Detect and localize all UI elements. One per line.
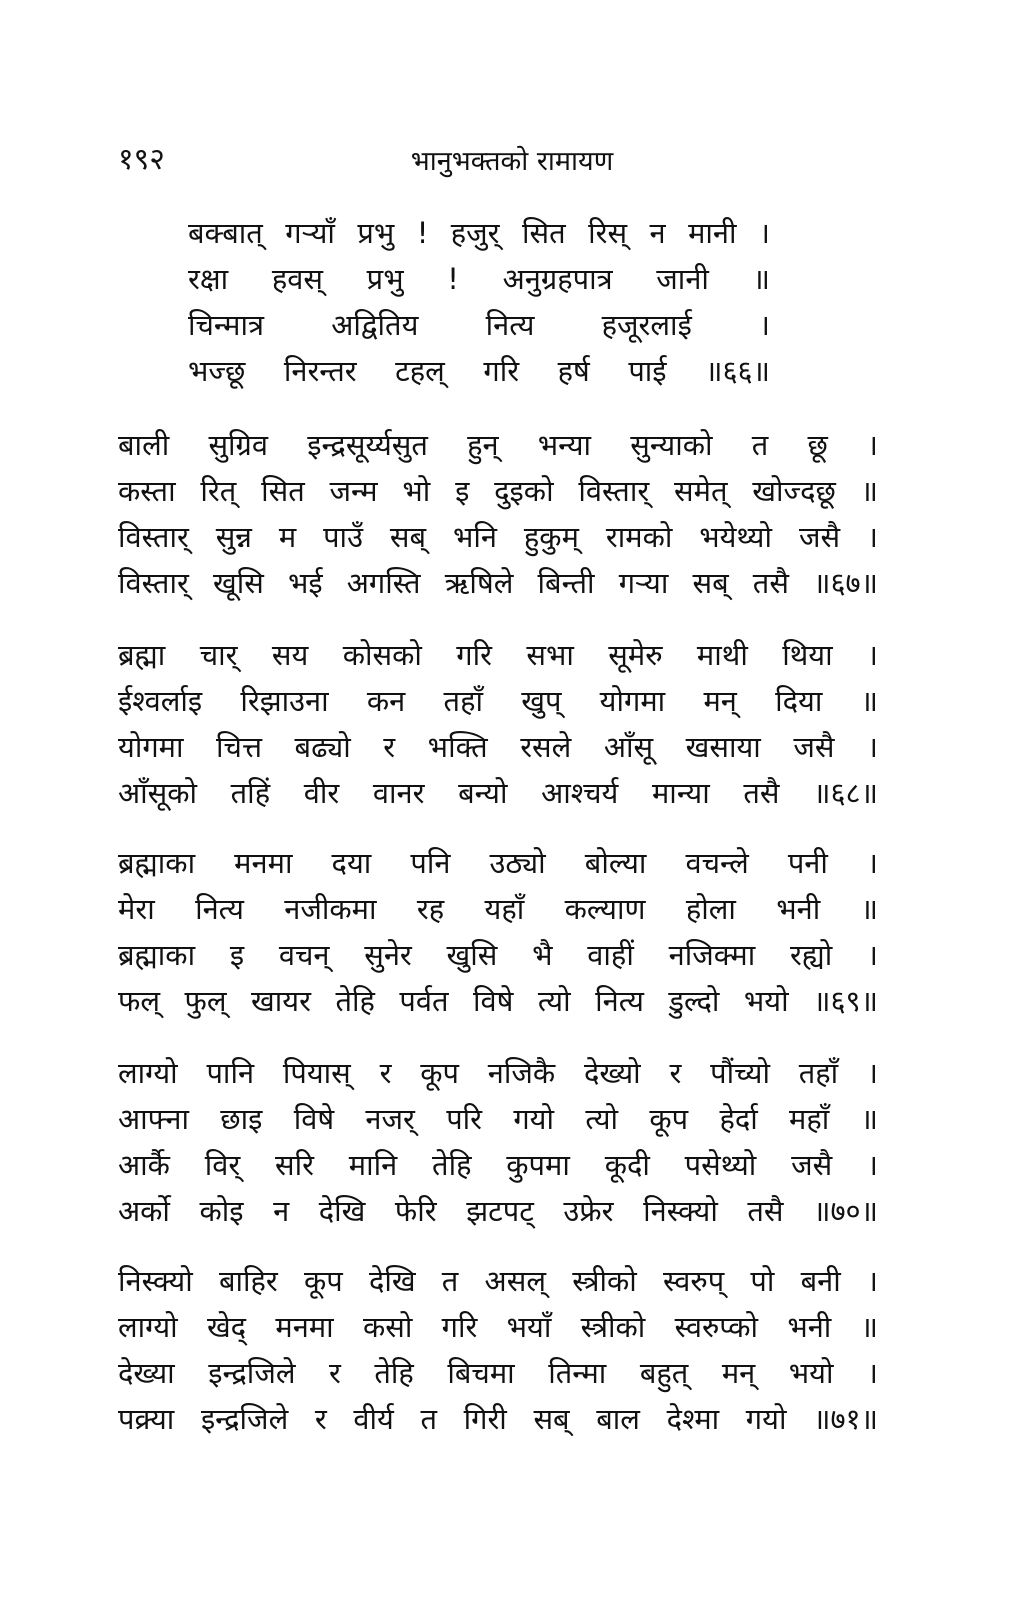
verse-line: मेरा नित्य नजीकमा रह यहाँ कल्याण होला भनी ॥	[118, 892, 878, 926]
stanza-66	[188, 210, 770, 394]
verse-line: विस्तार् सुन्न म पाउँ सब् भनि हुकुम् रामको भयेथ्यो जसै ।	[118, 520, 878, 554]
verse-line: बाली सुग्रिव इन्द्रसूर्य्यसुत हुन् भन्या सुन्याको त छू ।	[118, 428, 878, 462]
stanza-70	[118, 1050, 878, 1234]
verse-line: आर्कै विर् सरि मानि तेहि कुपमा कूदी पसेथ्यो जसै ।	[118, 1148, 878, 1182]
verse-line: अर्को कोइ न देखि फेरि झटपट् उफ्रेर निस्क्यो तसै ॥७०॥	[118, 1194, 878, 1228]
verse-line: ब्रह्माका मनमा दया पनि उठ्यो बोल्या वचन्ले पनी ।	[118, 846, 878, 880]
verse-line: देख्या इन्द्रजिले र तेहि बिचमा तिन्मा बहुत् मन् भयो ।	[118, 1356, 878, 1390]
verse-line: निस्क्यो बाहिर कूप देखि त असल् स्त्रीको स्वरुप् पो बनी ।	[118, 1264, 878, 1298]
stanza-69	[118, 840, 878, 1024]
verse-line: ब्रह्मा चार् सय कोसको गरि सभा सूमेरु माथी थिया ।	[118, 638, 878, 672]
verse-line: ब्रह्माका इ वचन् सुनेर खुसि भै वाहीं नजिक्मा रह्यो ।	[118, 938, 878, 972]
verse-line: चिन्मात्र अद्वितिय नित्य हजूरलाई ।	[188, 308, 770, 342]
verse-line: लाग्यो पानि पियास् र कूप नजिकै देख्यो र पौंच्यो तहाँ ।	[118, 1056, 878, 1090]
verse-line: कस्ता रित् सित जन्म भो इ दुइको विस्तार् समेत् खोज्दछू ॥	[118, 474, 878, 508]
verse-line: भज्छू निरन्तर टहल् गरि हर्ष पाई ॥६६॥	[188, 354, 770, 388]
verse-line: फल् फुल् खायर तेहि पर्वत विषे त्यो नित्य डुल्दो भयो ॥६९॥	[118, 984, 878, 1018]
page-number: १९२	[118, 142, 165, 177]
stanza-71	[118, 1258, 878, 1442]
verse-line: ईश्वर्लाइ रिझाउना कन तहाँ खुप् योगमा मन् दिया ॥	[118, 684, 878, 718]
stanza-68	[118, 632, 878, 816]
verse-line: आफ्ना छाइ विषे नजर् परि गयो त्यो कूप हेर्दा महाँ ॥	[118, 1102, 878, 1136]
verse-line: योगमा चित्त बढ्यो र भक्ति रसले आँसू खसाया जसै ।	[118, 730, 878, 764]
verse-line: रक्षा हवस् प्रभु ! अनुग्रहपात्र जानी ॥	[188, 262, 770, 296]
running-title: भानुभक्तको रामायण	[410, 146, 614, 177]
verse-line: पक्र्‍या इन्द्रजिले र वीर्य त गिरी सब् बाल देश्मा गयो ॥७१॥	[118, 1402, 878, 1436]
verse-line: विस्तार् खूसि भई अगस्ति ऋषिले बिन्ती गर्‍या सब् तसै ॥६७॥	[118, 566, 878, 600]
stanza-67	[118, 422, 878, 606]
verse-line: बक्बात् गर्‍याँ प्रभु ! हजुर् सित रिस् न मानी ।	[188, 216, 770, 250]
verse-line: आँसूको तहिं वीर वानर बन्यो आश्चर्य मान्या तसै ॥६८॥	[118, 776, 878, 810]
verse-line: लाग्यो खेद् मनमा कसो गरि भयाँ स्त्रीको स्वरुप्को भनी ॥	[118, 1310, 878, 1344]
